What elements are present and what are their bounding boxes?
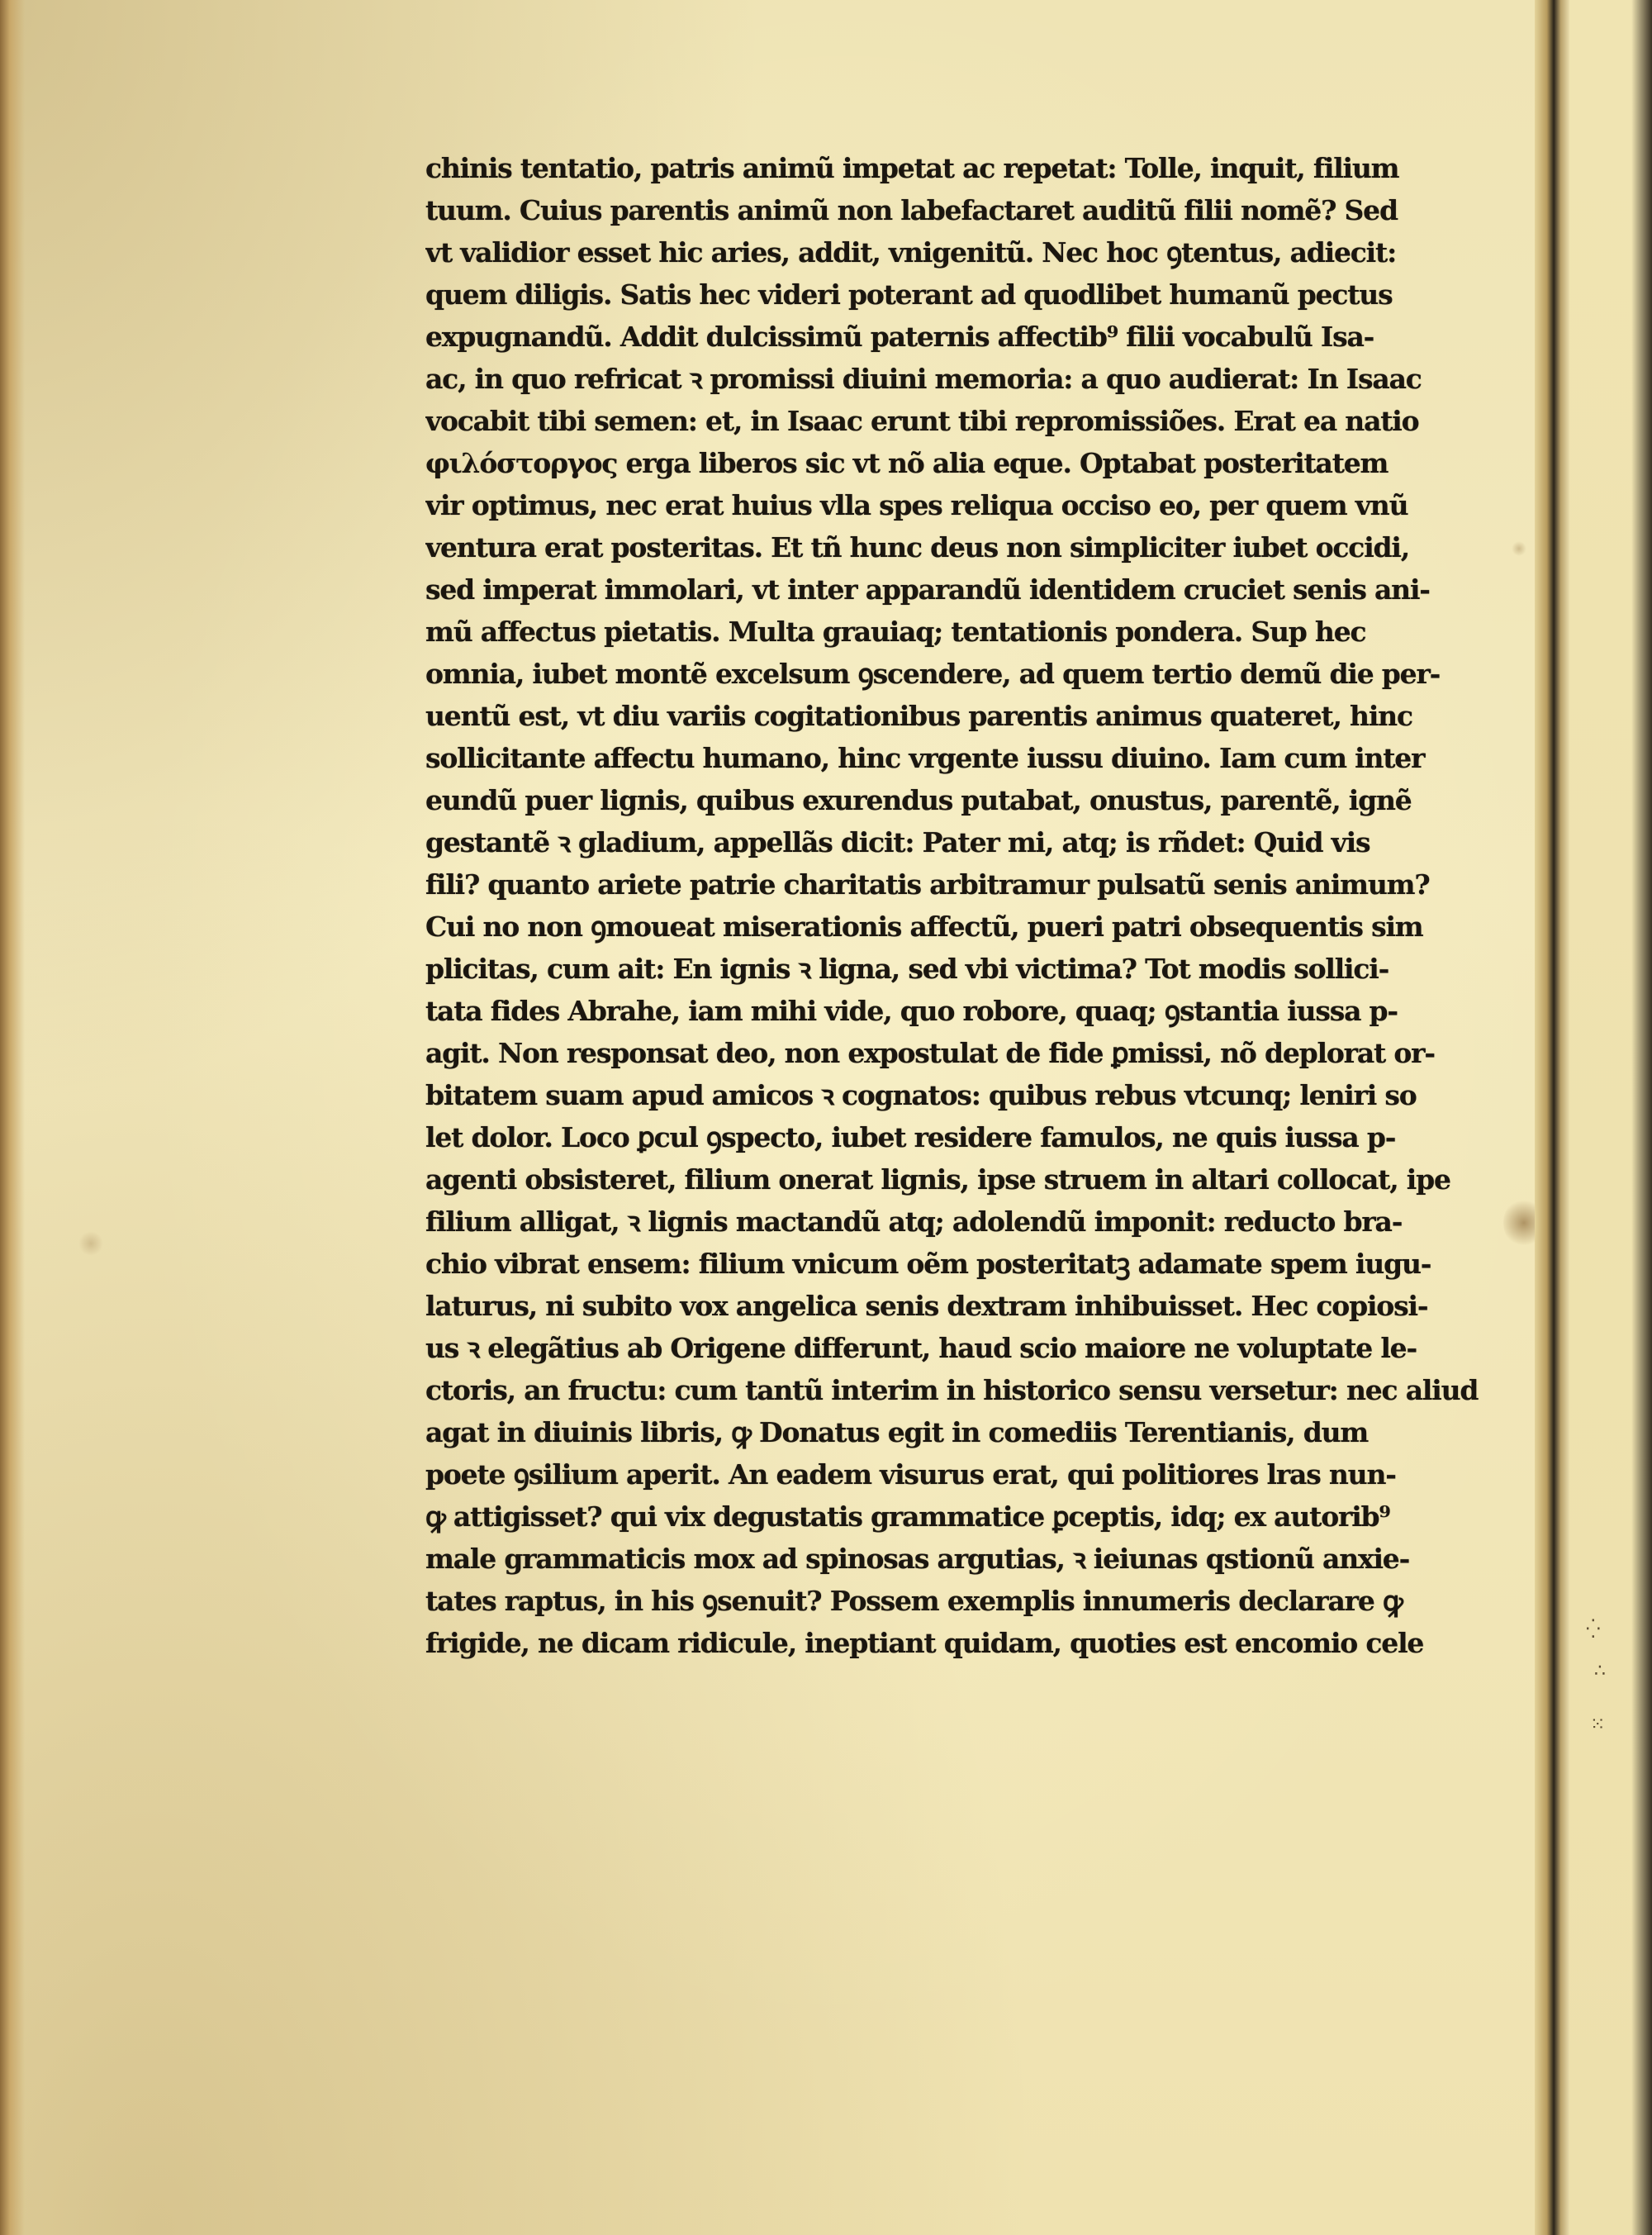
text-line: tuum. Cuius parentis animũ non labefactaret auditũ filii nomẽ? Sed — [425, 194, 1398, 226]
text-line: frigide, ne dicam ridicule, ineptiant quidam, quoties est encomio cele — [425, 1627, 1424, 1659]
text-line: ctoris, an fructu: cum tantũ interim in historico sensu versetur: nec aliud — [425, 1374, 1479, 1406]
stain-mark — [78, 1231, 103, 1256]
text-line: Cui no non ꝯmoueat miserationis affectũ, pueri patri obsequentis sim — [425, 911, 1423, 943]
text-line: poete ꝯsilium aperit. An eadem visurus erat, qui politiores lras nun- — [425, 1458, 1396, 1491]
text-line: bitatem suam apud amicos ꝛ cognatos: quibus rebus vtcunq; leniri so — [425, 1079, 1417, 1111]
text-line: let dolor. Loco ꝑcul ꝯspecto, iubet residere famulos, ne quis iussa p- — [425, 1121, 1396, 1153]
text-line: agat in diuinis libris, ꝙ Donatus egit in comediis Terentianis, dum — [425, 1416, 1369, 1448]
text-line: vir optimus, nec erat huius vlla spes reliqua occiso eo, per quem vnũ — [425, 489, 1408, 521]
text-line: filium alligat, ꝛ lignis mactandũ atq; adolendũ imponit: reducto bra- — [425, 1205, 1403, 1238]
text-line: male grammaticis mox ad spinosas argutias, ꝛ ieiunas qstionũ anxie- — [425, 1543, 1410, 1575]
text-line: agenti obsisteret, filium onerat lignis, ipse struem in altari collocat, ipe — [425, 1163, 1450, 1196]
text-line: φιλόστοργος erga liberos sic vt nõ alia eque. Optabat posteritatem — [425, 447, 1389, 479]
text-line: plicitas, cum ait: En ignis ꝛ ligna, sed vbi victima? Tot modis sollici- — [425, 953, 1389, 985]
text-line: tates raptus, in his ꝯsenuit? Possem exemplis innumeris declarare ꝙ — [425, 1585, 1403, 1617]
text-line: mũ affectus pietatis. Multa grauiaq; tentationis pondera. Sup hec — [425, 616, 1366, 648]
bleed-through-mark: ∴ — [1594, 1661, 1606, 1681]
text-line: eundũ puer lignis, quibus exurendus putabat, onustus, parentẽ, ignẽ — [425, 784, 1412, 816]
book-gutter — [1535, 0, 1569, 2235]
binding-shadow — [0, 0, 25, 2235]
text-line: quem diligis. Satis hec videri poterant ad quodlibet humanũ pectus — [425, 278, 1393, 311]
stain-mark — [1512, 541, 1526, 556]
text-line: vocabit tibi semen: et, in Isaac erunt tibi repromissiões. Erat ea natio — [425, 405, 1419, 437]
text-line: laturus, ni subito vox angelica senis dextram inhibuisset. Hec copiosi- — [425, 1290, 1428, 1322]
text-line: sed imperat immolari, vt inter apparandũ identidem cruciet senis ani- — [425, 573, 1430, 606]
bleed-through-mark: ⁙ — [1590, 1714, 1606, 1735]
text-line: vt validior esset hic aries, addit, vnigenitũ. Nec hoc ꝯtentus, adiecit: — [425, 236, 1397, 269]
text-line: tata fides Abrahe, iam mihi vide, quo robore, quaq; ꝯstantia iussa p- — [425, 995, 1398, 1027]
text-line: ac, in quo refricat ꝛ promissi diuini memoria: a quo audierat: In Isaac — [425, 363, 1422, 395]
text-line: ventura erat posteritas. Et tñ hunc deus non simpliciter iubet occidi, — [425, 531, 1410, 564]
facing-page-shadow — [1631, 0, 1652, 2235]
text-line: chio vibrat ensem: filium vnicum oẽm posteritatꝫ adamate spem iugu- — [425, 1248, 1431, 1280]
text-line: uentũ est, vt diu variis cogitationibus parentis animus quateret, hinc — [425, 700, 1412, 732]
text-line: gestantẽ ꝛ gladium, appellãs dicit: Pater mi, atq; is rñdet: Quid vis — [425, 826, 1370, 858]
bleed-through-mark: ⁛ — [1586, 1619, 1601, 1640]
text-line: us ꝛ elegãtius ab Origene differunt, haud scio maiore ne voluptate le- — [425, 1332, 1417, 1364]
text-line: fili? quanto ariete patrie charitatis arbitramur pulsatũ senis animum? — [425, 868, 1430, 901]
body-text — [425, 147, 1487, 1664]
text-line: chinis tentatio, patris animũ impetat ac repetat: Tolle, inquit, filium — [425, 152, 1399, 184]
text-line: sollicitante affectu humano, hinc vrgente iussu diuino. Iam cum inter — [425, 742, 1425, 774]
text-line: expugnandũ. Addit dulcissimũ paternis affectib⁹ filii vocabulũ Isa- — [425, 321, 1374, 353]
text-line: ꝙ attigisset? qui vix degustatis grammatice ꝑceptis, idq; ex autorib⁹ — [425, 1500, 1390, 1533]
text-line: omnia, iubet montẽ excelsum ꝯscendere, ad quem tertio demũ die per- — [425, 658, 1441, 690]
text-line: agit. Non responsat deo, non expostulat de fide ꝑmissi, nõ deplorat or- — [425, 1037, 1435, 1069]
